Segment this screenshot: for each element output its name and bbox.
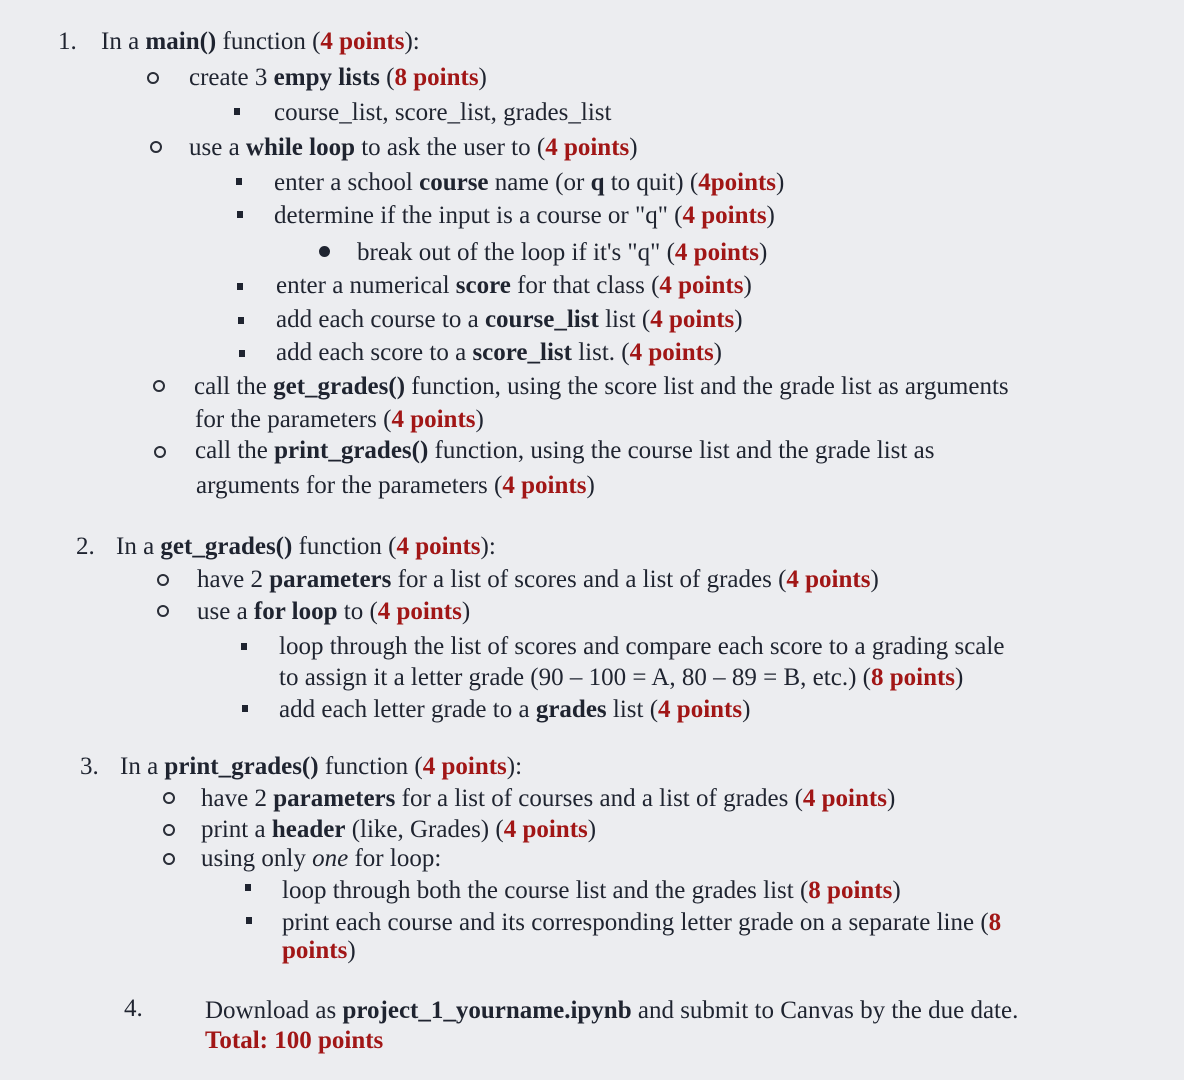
item-list-names: course_list, score_list, grades_list <box>274 99 612 126</box>
item-add-grade: add each letter grade to a grades list (4 points) <box>279 696 751 723</box>
item-print-each-line2: points) <box>282 937 356 964</box>
item-print-each: print each course and its corresponding letter grade on a separate line (8 <box>282 909 1002 936</box>
section-1-number: 1. <box>58 28 77 55</box>
item-print-header: print a header (like, Grades) (4 points) <box>201 816 597 843</box>
square-bullet-icon <box>245 884 251 891</box>
square-bullet-icon <box>246 917 252 924</box>
circle-bullet-icon <box>163 853 175 865</box>
square-bullet-icon <box>237 283 243 290</box>
square-bullet-icon <box>236 178 242 185</box>
item-for-loop: use a for loop to (4 points) <box>197 598 471 625</box>
item-loop-scores-line2: to assign it a letter grade (90 – 100 = A, 80 – 89 = B, etc.) (8 points) <box>279 664 964 691</box>
total-points: Total: 100 points <box>205 1027 384 1054</box>
item-create-lists: create 3 empy lists (8 points) <box>189 64 487 91</box>
circle-bullet-icon <box>150 141 162 153</box>
circle-bullet-icon <box>154 446 166 458</box>
section-1-heading: In a main() function (4 points): <box>101 28 420 55</box>
item-determine-input: determine if the input is a course or "q" (4 points) <box>274 202 775 229</box>
square-bullet-icon <box>237 211 243 218</box>
item-enter-score: enter a numerical score for that class (4 points) <box>276 272 752 299</box>
item-while-loop: use a while loop to ask the user to (4 points) <box>189 134 638 161</box>
square-bullet-icon <box>239 350 245 357</box>
item-loop-scores: loop through the list of scores and compare each score to a grading scale <box>279 633 1005 660</box>
section-4-number: 4. <box>124 995 143 1022</box>
section-3-number: 3. <box>80 753 99 780</box>
circle-bullet-icon <box>147 72 159 84</box>
item-loop-both: loop through both the course list and the grades list (8 points) <box>282 877 901 904</box>
item-enter-course: enter a school course name (or q to quit) (4points) <box>274 169 785 196</box>
circle-bullet-icon <box>163 824 175 836</box>
item-call-get-grades-line2: for the parameters (4 points) <box>195 406 484 433</box>
item-call-print-grades: call the print_grades() function, using the course list and the grade list as <box>195 437 935 464</box>
item-add-course: add each course to a course_list list (4 points) <box>276 306 743 333</box>
section-3-heading: In a print_grades() function (4 points): <box>120 753 523 780</box>
circle-bullet-icon <box>157 605 169 617</box>
item-call-print-grades-line2: arguments for the parameters (4 points) <box>196 472 595 499</box>
item-print-params: have 2 parameters for a list of courses and a list of grades (4 points) <box>201 785 896 812</box>
item-add-score: add each score to a score_list list. (4 points) <box>276 339 722 366</box>
square-bullet-icon <box>234 108 240 115</box>
section-2-heading: In a get_grades() function (4 points): <box>116 533 496 560</box>
circle-bullet-icon <box>163 792 175 804</box>
square-bullet-icon <box>242 705 248 712</box>
section-2-number: 2. <box>76 533 95 560</box>
item-get-params: have 2 parameters for a list of scores and a list of grades (4 points) <box>197 566 879 593</box>
circle-bullet-icon <box>153 380 165 392</box>
dot-bullet-icon <box>319 246 330 257</box>
circle-bullet-icon <box>157 574 169 586</box>
square-bullet-icon <box>241 643 247 650</box>
item-download: Download as project_1_yourname.ipynb and submit to Canvas by the due date. <box>205 997 1019 1024</box>
square-bullet-icon <box>238 317 244 324</box>
item-one-loop: using only one for loop: <box>201 845 442 872</box>
item-break-loop: break out of the loop if it's "q" (4 points) <box>357 239 768 266</box>
item-call-get-grades: call the get_grades() function, using the score list and the grade list as arguments <box>194 373 1009 400</box>
